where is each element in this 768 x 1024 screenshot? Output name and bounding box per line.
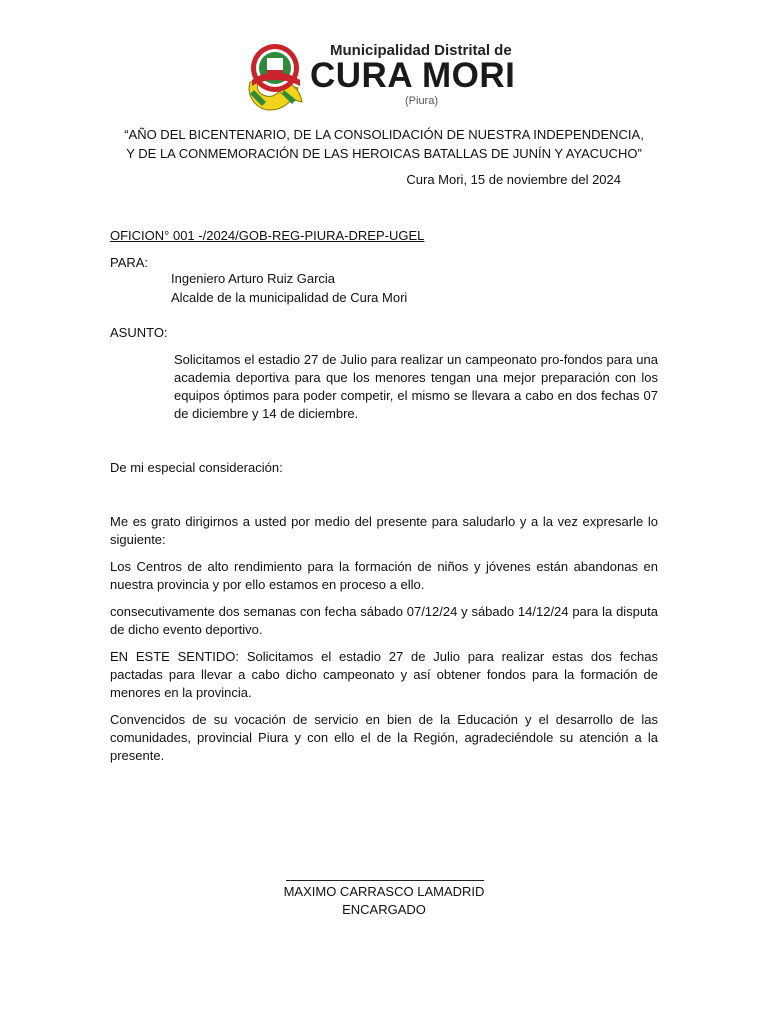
letterhead [244,40,544,112]
body-paragraph: Me es grato dirigirnos a usted por medio del presente para saludarlo y a la vez expresarle lo siguiente: [110,514,658,547]
salutation: De mi especial consideración: [110,460,283,475]
motto-line1: “AÑO DEL BICENTENARIO, DE LA CONSOLIDACIÓN DE NUESTRA INDEPENDENCIA, [124,127,644,142]
org-name-line2: CURA MORI [310,56,516,95]
recipient-name: Ingeniero Arturo Ruiz Garcia [171,271,336,286]
org-name-line1: Municipalidad Distrital de [330,42,512,59]
letter-date: Cura Mori, 15 de noviembre del 2024 [406,172,621,187]
year-motto [110,125,658,163]
signatory-name: MAXIMO CARRASCO LAMADRID [283,884,485,899]
body-paragraph: Los Centros de alto rendimiento para la formación de niños y jóvenes están abandonas en nuestra provincia y por ello estamos en proceso a ello. [110,559,658,592]
asunto-label: ASUNTO: [110,325,168,340]
signature-line [286,880,484,881]
motto-line2: Y DE LA CONMEMORACIÓN DE LAS HEROICAS BATALLAS DE JUNÍN Y AYACUCHO” [126,146,642,161]
body-paragraph: EN ESTE SENTIDO: Solicitamos el estadio 27 de Julio para realizar estas dos fechas pactadas para llevar a cabo dicho campeonato y así obtener fondos para la formación de menores en la provincia. [110,649,658,700]
body-paragraph: consecutivamente dos semanas con fecha sábado 07/12/24 y sábado 14/12/24 para la disputa de dicho evento deportivo. [110,604,658,637]
document-reference: OFICION° 001 -/2024/GOB-REG-PIURA-DREP-UGEL [110,228,425,243]
body-paragraph: Convencidos de su vocación de servicio en bien de la Educación y el desarrollo de las comunidades, provincial Piura y con ello el de la Región, agradeciéndole su atención a la presente. [110,712,658,763]
org-location: (Piura) [405,95,439,107]
municipal-seal-logo [244,40,306,112]
asunto-body: Solicitamos el estadio 27 de Julio para realizar un campeonato pro-fondos para una academia deportiva para que los menores tengan una mejor preparación con los equipos óptimos para poder competir, el mismo se llevara a cabo en dos fechas 07 de diciembre y 14 de diciembre. [174,352,658,421]
recipient-title: Alcalde de la municipalidad de Cura Mori [171,290,408,305]
signatory-role: ENCARGADO [342,902,426,917]
para-label: PARA: [110,255,149,270]
